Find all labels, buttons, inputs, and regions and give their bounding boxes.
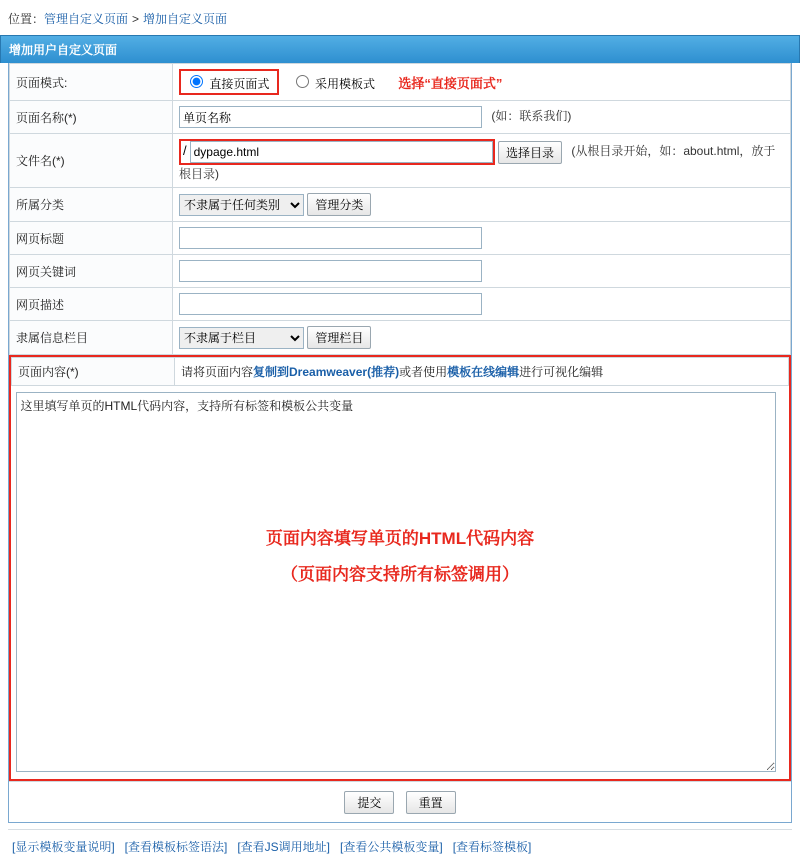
label-page-mode: 页面模式: bbox=[10, 64, 173, 101]
label-category: 所属分类 bbox=[10, 188, 173, 222]
label-seo-description: 网页描述 bbox=[10, 288, 173, 321]
content-tip-part-2: 或者使用 bbox=[399, 365, 448, 379]
radio-template-page[interactable] bbox=[296, 75, 309, 88]
field-column bbox=[173, 321, 791, 355]
page-mode-annotation: 选择“直接页面式” bbox=[398, 75, 503, 91]
row-page-mode bbox=[10, 64, 791, 101]
content-tip-cell bbox=[175, 358, 789, 386]
row-content-editor bbox=[12, 386, 789, 780]
content-textarea[interactable] bbox=[16, 392, 776, 772]
file-name-highlight bbox=[179, 139, 495, 165]
select-directory-button[interactable]: 选择目录 bbox=[498, 141, 562, 164]
footer-link-tag-syntax[interactable]: [查看模板标签语法] bbox=[124, 840, 228, 854]
seo-title-input[interactable] bbox=[179, 227, 482, 249]
form-panel bbox=[8, 63, 792, 823]
breadcrumb bbox=[0, 0, 800, 35]
panel-title: 增加用户自定义页面 bbox=[0, 35, 800, 63]
label-seo-title: 网页标题 bbox=[10, 222, 173, 255]
breadcrumb-prefix: 位置： bbox=[8, 12, 45, 26]
field-page-name bbox=[173, 101, 791, 134]
row-seo-description bbox=[10, 288, 791, 321]
field-seo-description bbox=[173, 288, 791, 321]
overlay-line-1: 页面内容填写单页的HTML代码内容 bbox=[265, 529, 535, 548]
field-seo-title bbox=[173, 222, 791, 255]
overlay-line-2: （页面内容支持所有标签调用） bbox=[281, 564, 519, 584]
content-editor-cell bbox=[12, 386, 789, 780]
copy-to-dreamweaver-link[interactable]: 复制到Dreamweaver(推荐) bbox=[253, 365, 400, 379]
file-name-hint: (从根目录开始，如：about.html，放于根目录) bbox=[179, 144, 776, 181]
row-seo-title bbox=[10, 222, 791, 255]
row-content-tip bbox=[12, 358, 789, 386]
content-tip bbox=[181, 365, 603, 379]
breadcrumb-current-link[interactable]: 增加自定义页面 bbox=[143, 12, 228, 26]
page-name-hint: (如：联系我们) bbox=[491, 109, 572, 124]
submit-button[interactable]: 提交 bbox=[344, 791, 394, 814]
seo-keywords-input[interactable] bbox=[179, 260, 482, 282]
footer-link-js-url[interactable]: [查看JS调用地址] bbox=[237, 840, 331, 854]
radio-direct-page-label[interactable]: 直接页面式 bbox=[209, 77, 270, 91]
field-category bbox=[173, 188, 791, 222]
breadcrumb-separator: > bbox=[132, 12, 140, 26]
label-column: 隶属信息栏目 bbox=[10, 321, 173, 355]
radio-template-page-label[interactable]: 采用模板式 bbox=[315, 77, 376, 91]
footer-links bbox=[8, 829, 792, 865]
manage-column-button[interactable]: 管理栏目 bbox=[307, 326, 371, 349]
content-section-highlight bbox=[9, 355, 791, 781]
footer-link-tag-template[interactable]: [查看标签模板] bbox=[452, 840, 532, 854]
content-tip-part-0: 请将页面内容 bbox=[181, 365, 254, 379]
content-tip-part-4: 进行可视化编辑 bbox=[519, 365, 604, 379]
row-column bbox=[10, 321, 791, 355]
content-textarea-wrap bbox=[12, 386, 789, 779]
field-seo-keywords bbox=[173, 255, 791, 288]
content-table bbox=[11, 357, 789, 779]
file-path-prefix: / bbox=[183, 143, 187, 159]
manage-category-button[interactable]: 管理分类 bbox=[307, 193, 371, 216]
radio-template-page-wrap[interactable] bbox=[291, 72, 379, 92]
template-online-edit-link[interactable]: 模板在线编辑 bbox=[447, 365, 520, 379]
reset-button[interactable]: 重置 bbox=[406, 791, 456, 814]
label-page-name: 页面名称(*) bbox=[10, 101, 173, 134]
category-select[interactable] bbox=[179, 194, 304, 216]
field-file-name bbox=[173, 134, 791, 188]
label-file-name: 文件名(*) bbox=[10, 134, 173, 188]
row-file-name bbox=[10, 134, 791, 188]
row-category bbox=[10, 188, 791, 222]
footer-link-public-vars[interactable]: [查看公共模板变量] bbox=[340, 840, 443, 854]
seo-description-input[interactable] bbox=[179, 293, 482, 315]
page-name-input[interactable] bbox=[179, 106, 482, 128]
breadcrumb-root-link[interactable]: 管理自定义页面 bbox=[44, 12, 129, 26]
row-seo-keywords bbox=[10, 255, 791, 288]
file-name-input[interactable] bbox=[190, 141, 493, 163]
page-mode-highlight bbox=[179, 69, 279, 95]
form-table bbox=[9, 63, 791, 355]
label-seo-keywords: 网页关键词 bbox=[10, 255, 173, 288]
radio-direct-page[interactable] bbox=[190, 75, 203, 88]
radio-direct-page-wrap[interactable] bbox=[185, 72, 273, 92]
footer-link-template-vars[interactable]: [显示模板变量说明] bbox=[12, 840, 115, 854]
action-bar bbox=[9, 781, 791, 822]
field-page-mode bbox=[173, 64, 791, 101]
row-page-name bbox=[10, 101, 791, 134]
column-select[interactable] bbox=[179, 327, 304, 349]
label-content: 页面内容(*) bbox=[12, 358, 175, 386]
